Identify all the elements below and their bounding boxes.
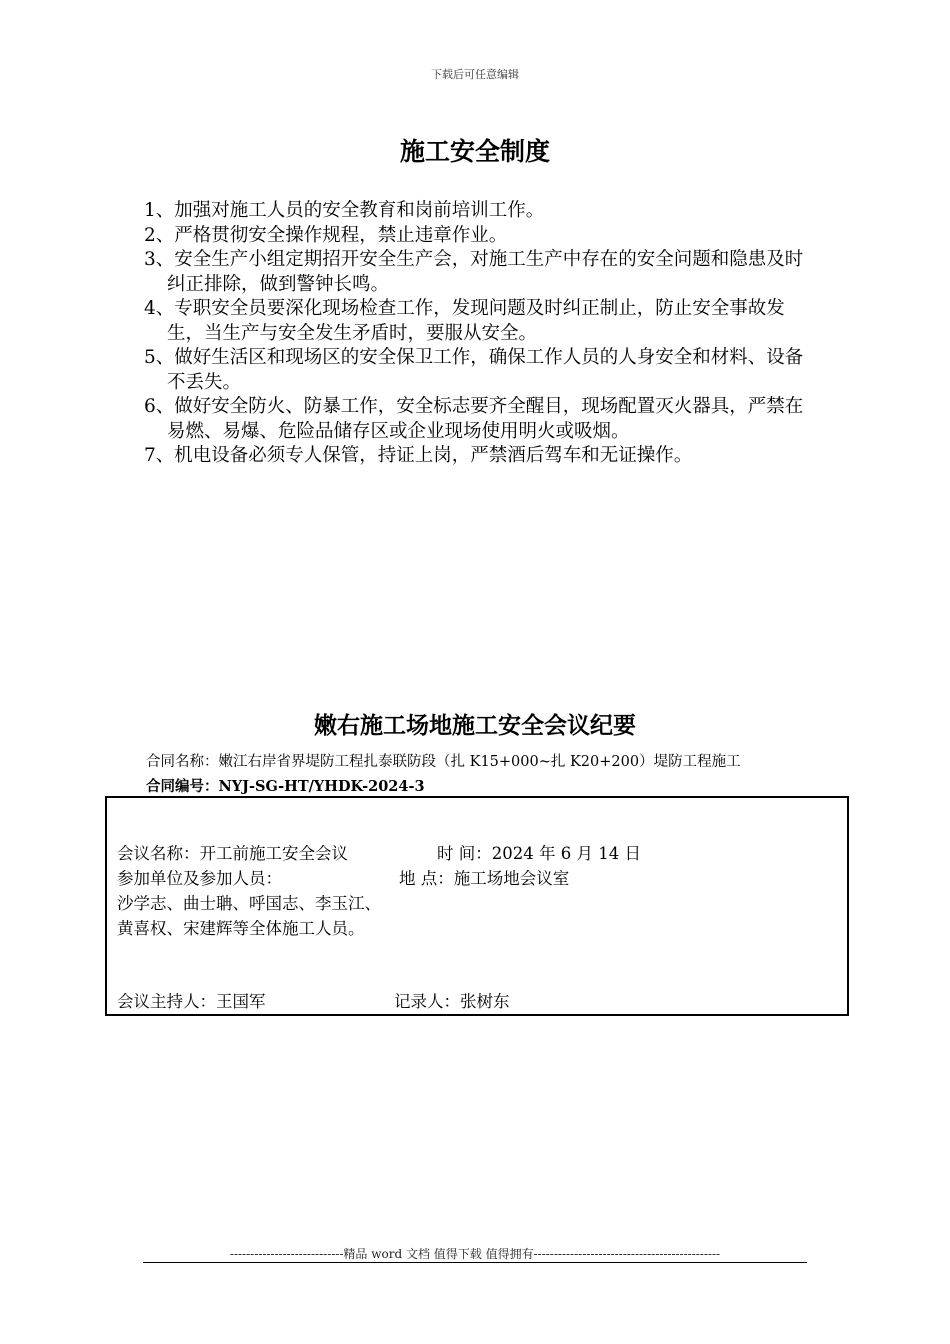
meeting-time: 时 间：2024 年 6 月 14 日 [437, 844, 641, 863]
header-note: 下载后可任意编辑 [431, 68, 519, 81]
rule-item: 6、做好安全防火、防暴工作，安全标志要齐全醒目，现场配置灭火器具，严禁在易燃、易爆、危险品储存区或企业现场使用明火或吸烟。 [144, 396, 804, 442]
meeting-location: 地 点：施工场地会议室 [399, 869, 570, 888]
meeting-host: 会议主持人：王国军 [117, 992, 266, 1011]
rule-item: 5、做好生活区和现场区的安全保卫工作，确保工作人员的人身安全和材料、设备不丢失。 [144, 347, 804, 393]
participants-label: 参加单位及参加人员： [117, 869, 282, 888]
participants-line-1: 沙学志、曲士聃、呼国志、李玉江、 [117, 894, 381, 913]
meeting-recorder: 记录人：张树东 [394, 992, 510, 1011]
meeting-name: 会议名称：开工前施工安全会议 [117, 844, 348, 863]
participants-line-2: 黄喜权、宋建辉等全体施工人员。 [117, 919, 365, 938]
contract-number: 合同编号：NYJ-SG-HT/YHDK-2024-3 [146, 778, 425, 795]
footer-divider [143, 1262, 807, 1263]
footer-text: ----------------------------精品 word 文档 值得下载 值得拥有---------------------------------------------- [229, 1247, 721, 1261]
page-title: 施工安全制度 [399, 137, 550, 166]
host-row [117, 988, 510, 1012]
rule-item: 1、加强对施工人员的安全教育和岗前培训工作。 [144, 200, 545, 221]
rule-item: 3、安全生产小组定期招开安全生产会，对施工生产中存在的安全问题和隐患及时纠正排除，做到警钟长鸣。 [144, 249, 804, 295]
contract-name: 合同名称：嫩江右岸省界堤防工程扎泰联防段（扎 K15+000~扎 K20+200）堤防工程施工 [146, 754, 741, 770]
rule-item: 4、专职安全员要深化现场检查工作，发现问题及时纠正制止，防止安全事故发生，当生产与安全发生矛盾时，要服从安全。 [144, 298, 785, 344]
rules-list [144, 199, 810, 469]
meeting-info-box [105, 796, 849, 1016]
minutes-title: 嫩右施工场地施工安全会议纪要 [314, 712, 636, 739]
rule-item: 2、严格贯彻安全操作规程，禁止违章作业。 [144, 224, 508, 246]
rule-item: 7、机电设备必须专人保管，持证上岗，严禁酒后驾车和无证操作。 [144, 445, 693, 466]
participants-row [117, 865, 570, 889]
meeting-name-row [117, 840, 641, 864]
